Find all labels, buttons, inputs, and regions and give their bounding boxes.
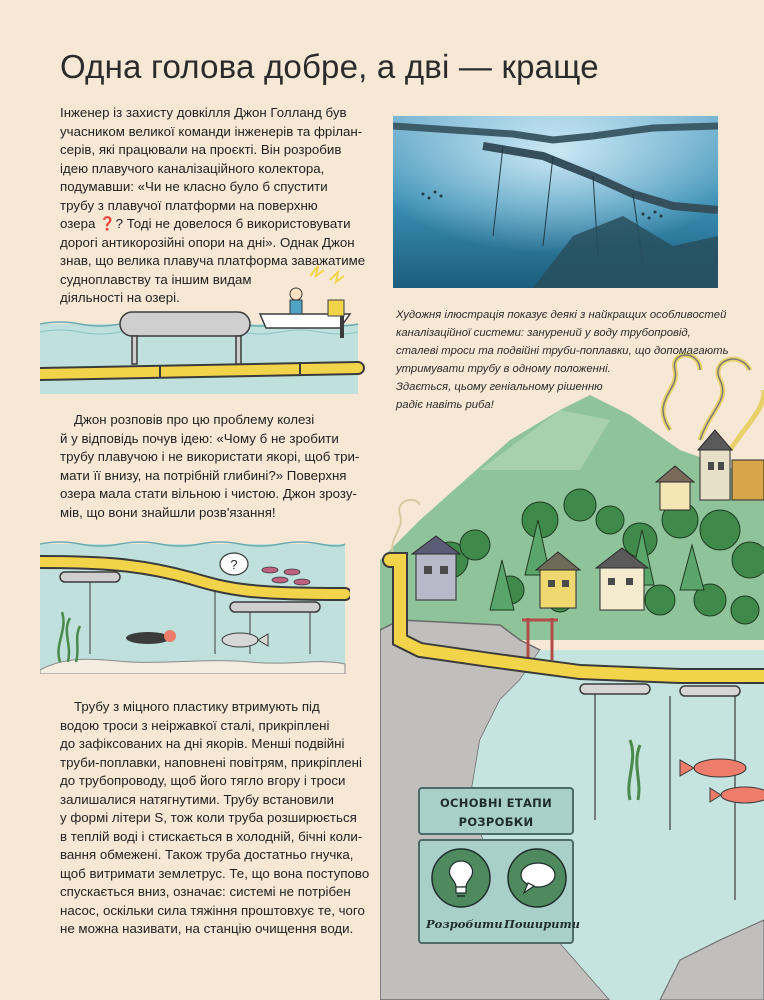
stages-cards [418, 839, 580, 944]
text-line: й у відповідь почув ідею: «Чому б не зробити [60, 430, 339, 446]
text-line: серів, які працювали на проєкті. Він розробив [60, 142, 342, 157]
text-line: щоб витримати землетрус. Те, що вона поступово [60, 865, 370, 881]
stages-title [418, 787, 574, 835]
illustration-caption [396, 306, 729, 414]
text-line: ідею плавучого каналізаційного колектора, [60, 160, 325, 176]
text-line: діяльності на озері. [60, 290, 180, 305]
text-line: труби-поплавки, наповнені повітрям, прикріплені [60, 754, 362, 770]
text-line: дорогі антикорозійні опори на дні». Однак Джон [60, 234, 355, 250]
underwater-pipe-render [393, 116, 718, 288]
text-line: учасником великої команди інженерів та фрілан- [60, 123, 363, 139]
text-line: мів, що вони знайшли розв'язання! [60, 504, 276, 520]
text-line: трубу з плавучої платформи на поверхню [60, 197, 318, 213]
text-line: подумавши: «Чи не класно було б спустити [60, 179, 328, 194]
text-line: Інженер із захисту довкілля Джон Голланд був [60, 105, 347, 120]
text-line: Джон розповів про цю проблему колезі [74, 412, 315, 427]
text-line: до трубопроводу, щоб його тягло вгору і троси [60, 773, 346, 788]
text-line: в теплій воді і стискається в холодній, бічні коли- [60, 828, 363, 844]
text-line: водою троси з неіржавкої сталі, прикріплені [60, 717, 330, 733]
text-line: судноплавству та іншим видам [60, 271, 252, 287]
paragraph-3 [60, 698, 369, 939]
caption-line: Здається, цьому геніальному рішенню [396, 381, 603, 393]
floating-platform-illustration [40, 262, 370, 394]
stages-title-line: ОСНОВНІ ЕТАПИ [439, 796, 553, 810]
text-line: спускається вниз, означає: системі не потрібен [60, 884, 351, 899]
lightbulb-icon [430, 847, 492, 909]
text-line: насос, оскільки сила тяжіння проштовхує те, чого [60, 902, 365, 918]
paragraph-2 [60, 411, 359, 522]
text-line: Трубу з міцного пластику втримують під [74, 699, 320, 714]
text-line: до зафіксованих на дні якорів. Менші подвійні [60, 736, 345, 751]
development-stages-box [418, 787, 578, 947]
caption-line: Художня ілюстрація показує деякі з найкращих особливостей [396, 309, 727, 321]
caption-line: утримувати трубу в одному положенні. [396, 363, 611, 375]
submerged-pipe-illustration [40, 534, 350, 674]
text-line: трубу плавучою і не використати якорі, щоб три- [60, 449, 360, 464]
text-line: знав, що велика плавуча платформа заважатиме [60, 253, 366, 268]
page-title: Одна голова добре, а дві — краще [60, 48, 599, 85]
text-line: озера ❓? Тоді не довелося б використовувати [60, 216, 351, 231]
text-line: залишалися натягнутими. Трубу встановили [60, 791, 334, 807]
text-line: озера мала стати вільною і чистою. Джон зрозу- [60, 486, 357, 501]
stage-label-spread: Поширити [504, 917, 580, 931]
stages-title-line: РОЗРОБКИ [458, 815, 534, 829]
caption-line: радіє навіть риба! [396, 399, 494, 411]
caption-line: сталеві троси та подвійні труби-поплавки, що допомагають [396, 345, 729, 357]
text-line: вання обмежені. Також труба достатньо гнучка, [60, 847, 354, 862]
text-line: не можна називати, на станцію очищення води. [60, 921, 354, 936]
speech-bubble-icon [506, 847, 568, 909]
stage-label-develop: Розробити [426, 917, 503, 931]
caption-line: каналізаційної системи: занурений у воду трубопровід, [396, 327, 691, 339]
speech-bubble-text: ? [230, 557, 238, 572]
text-line: мати її внизу, на потрібній глибині?» Поверхня [60, 467, 347, 483]
text-line: у формі літери S, тож коли труба розширюється [60, 810, 357, 825]
